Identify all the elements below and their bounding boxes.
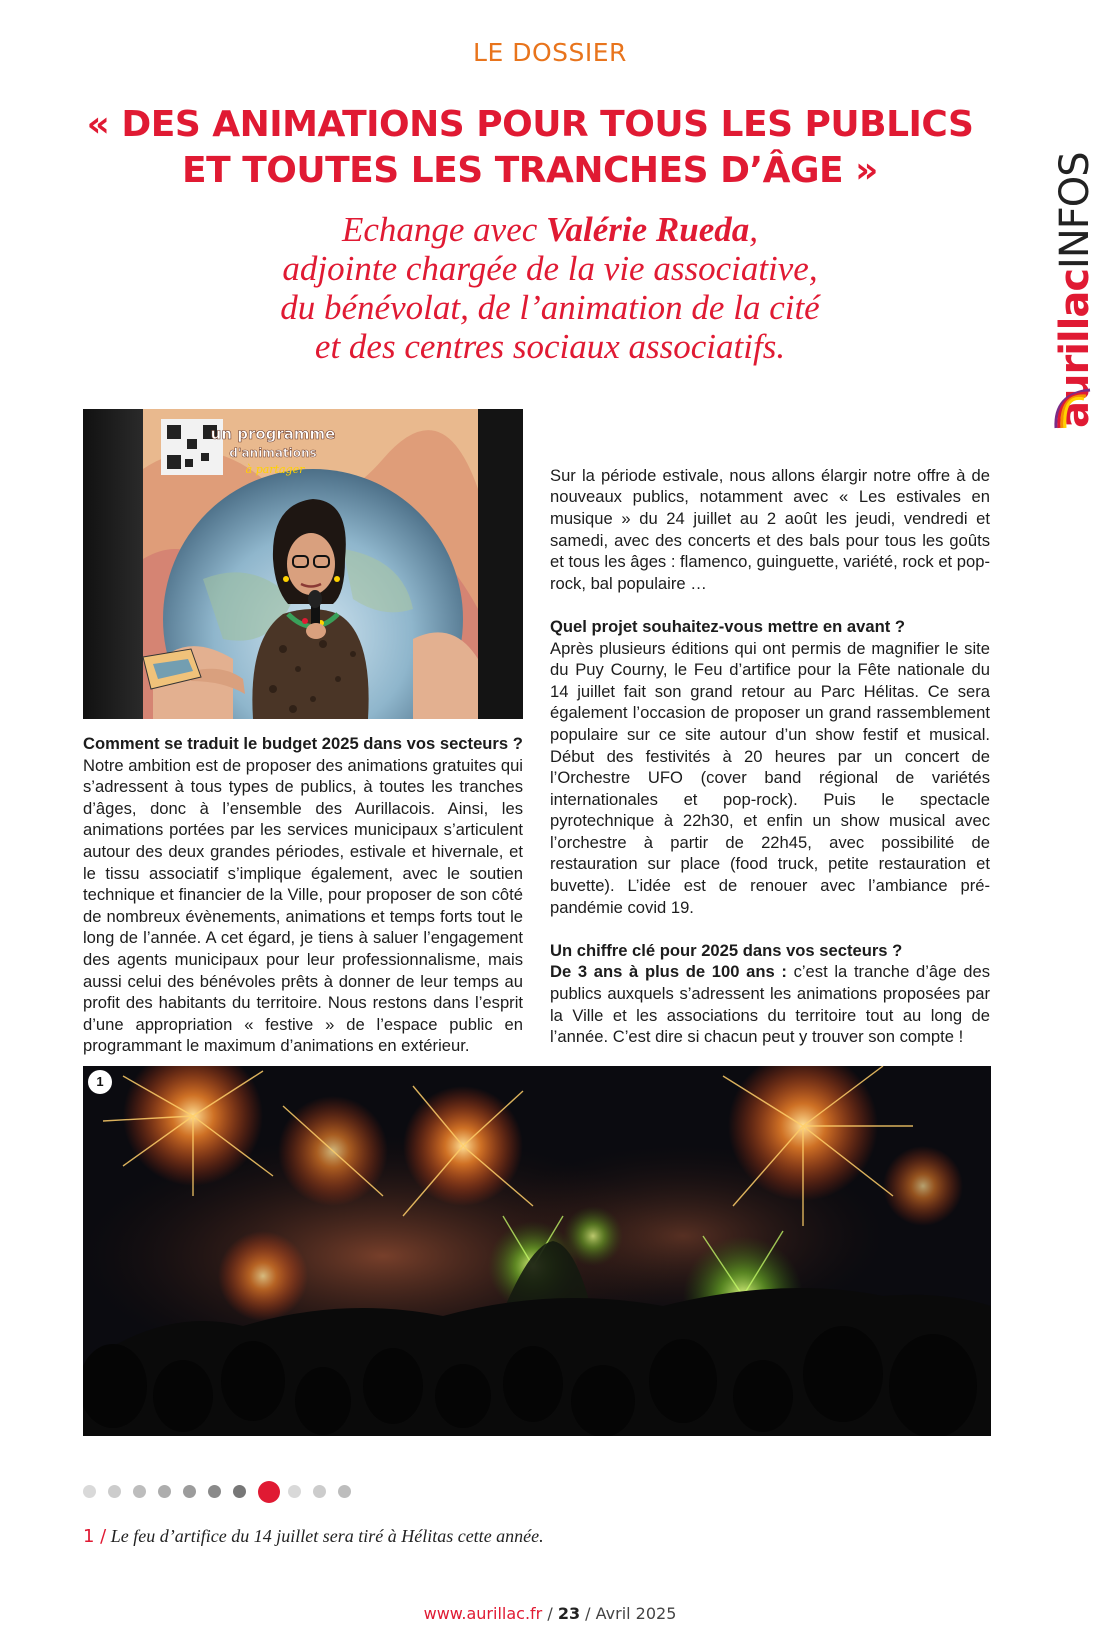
subhead-line-3: du bénévolat, de l’animation de la cité	[280, 288, 820, 327]
section-label: LE DOSSIER	[473, 38, 627, 67]
speaker-photo	[83, 409, 523, 719]
brand-logo	[1052, 108, 1098, 428]
progress-dot	[338, 1485, 351, 1498]
answer-3-key-figure: De 3 ans à plus de 100 ans :	[550, 962, 787, 982]
caption-number: 1 /	[83, 1526, 107, 1547]
progress-dot	[313, 1485, 326, 1498]
paragraph-gap-2	[550, 594, 990, 616]
progress-dot	[208, 1485, 221, 1498]
subhead	[140, 210, 960, 366]
page-number: 23	[557, 1604, 581, 1623]
article-column-right	[550, 400, 990, 1048]
column-continuation-spacer-2	[550, 422, 990, 444]
page-footer	[0, 1604, 1100, 1623]
banner-line-3: à partager	[245, 463, 305, 476]
progress-dot	[183, 1485, 196, 1498]
headline	[60, 102, 1000, 194]
answer-2: Après plusieurs éditions qui ont permis de magnifier le site du Puy Courny, le Feu d’artifice pour la Fête nationale du 14 juillet fait son grand retour au Parc Hélitas. Ce sera également l’occasion de proposer un grand rassemblement populaire sur ce site autour d’un show festif et musical. Début des festivités à 20 heures par un concert de l’Orchestre UFO (cover band régional de variétés internationales et pop-rock). Puis le spectacle pyrotechnique à 22h30, et enfin un show musical avec l’orchestre à partir de 22h45, avec possibilité de restauration sur place (food truck, petite restauration et buvette). L’idée est de renouer avec l’ambiance pré-pandémie covid 19.	[550, 638, 990, 917]
answer-3-text: c’est la tranche d’âge des publics auxquels s’adressent les animations proposées par la Ville et les associations du territoire tout au long de l’année. C’est dire si chacun peut y trouver son compte !	[550, 962, 990, 1047]
issue-date: Avril 2025	[595, 1604, 677, 1623]
fireworks-photo-art	[83, 1066, 991, 1436]
subhead-comma: ,	[749, 210, 758, 249]
headline-line-1: « DES ANIMATIONS POUR TOUS LES PUBLICS	[86, 104, 974, 145]
subhead-line-2: adjointe chargée de la vie associative,	[282, 249, 818, 288]
column-continuation-spacer	[550, 400, 990, 422]
brand-part-infos: INFOS	[1052, 152, 1098, 269]
photo-caption	[83, 1526, 991, 1547]
banner-line-1: un programme	[210, 425, 336, 443]
progress-dot	[108, 1485, 121, 1498]
progress-dot	[83, 1485, 96, 1498]
footer-url[interactable]: www.aurillac.fr	[423, 1604, 543, 1623]
progress-dot	[288, 1485, 301, 1498]
question-2: Quel projet souhaitez-vous mettre en avant ?	[550, 616, 905, 636]
answer-1: Notre ambition est de proposer des animations gratuites qui s’adressent à tous types de publics, à toutes les tranches d’âges, donc à l’ensemble des Aurillacois. Ainsi, les animations portées par les services municipaux s’articulent autour des deux grandes périodes, estivale et hivernale, et le tissu associatif s’implique également, avec le soutien technique et financier de la Ville, pour proposer de son côté de nombreux évènements, animations et temps forts tout le long de l’année. A cet égard, je tiens à saluer l’engagement des agents municipaux pour leur professionnalisme, mais aussi celui des bénévoles prêts à donner de leur temps au profit des habitants du territoire. Nous restons dans l’esprit d’une appropriation « festive » de l’espace public en programmant le maximum d’animations en extérieur.	[83, 755, 523, 1056]
banner-line-2: d'animations	[229, 446, 317, 460]
caption-text: Le feu d’artifice du 14 juillet sera tiré à Hélitas cette année.	[106, 1526, 544, 1546]
footer-separator-2: /	[580, 1604, 596, 1623]
brand-part-aurillac: aurillac	[1052, 268, 1098, 428]
question-1: Comment se traduit le budget 2025 dans vos secteurs ?	[83, 734, 523, 753]
subhead-intro: Echange avec	[341, 210, 547, 249]
article-column-left	[83, 733, 523, 1057]
answer-1-summer: Sur la période estivale, nous allons élargir notre offre à de nouveaux publics, notamment avec « Les estivales en musique » du 24 juillet au 2 août les jeudi, vendredi et samedi, avec des concerts et des bals pour tous les goûts et tous les âges : flamenco, guinguette, variété, rock et pop-rock, bal populaire …	[550, 465, 990, 593]
photo-number-badge: 1	[88, 1070, 112, 1094]
brand-swoosh-stroke	[1065, 398, 1084, 428]
question-3: Un chiffre clé pour 2025 dans vos secteurs ?	[550, 940, 903, 960]
progress-dot	[233, 1485, 246, 1498]
brand-wordmark	[1052, 108, 1098, 428]
headline-line-2: ET TOUTES LES TRANCHES D’ÂGE »	[182, 150, 878, 191]
fireworks-photo	[83, 1066, 991, 1436]
footer-separator-1: /	[542, 1604, 558, 1623]
brand-swoosh-icon	[1050, 384, 1096, 434]
interviewee-name: Valérie Rueda	[546, 210, 750, 249]
progress-dot	[158, 1485, 171, 1498]
subhead-line-4: et des centres sociaux associatifs.	[314, 327, 786, 366]
answer-3	[550, 961, 990, 1047]
paragraph-gap	[550, 443, 990, 465]
progress-dot-active	[258, 1481, 280, 1503]
progress-dot	[133, 1485, 146, 1498]
paragraph-gap-3	[550, 918, 990, 940]
speaker-photo-art	[83, 409, 523, 719]
